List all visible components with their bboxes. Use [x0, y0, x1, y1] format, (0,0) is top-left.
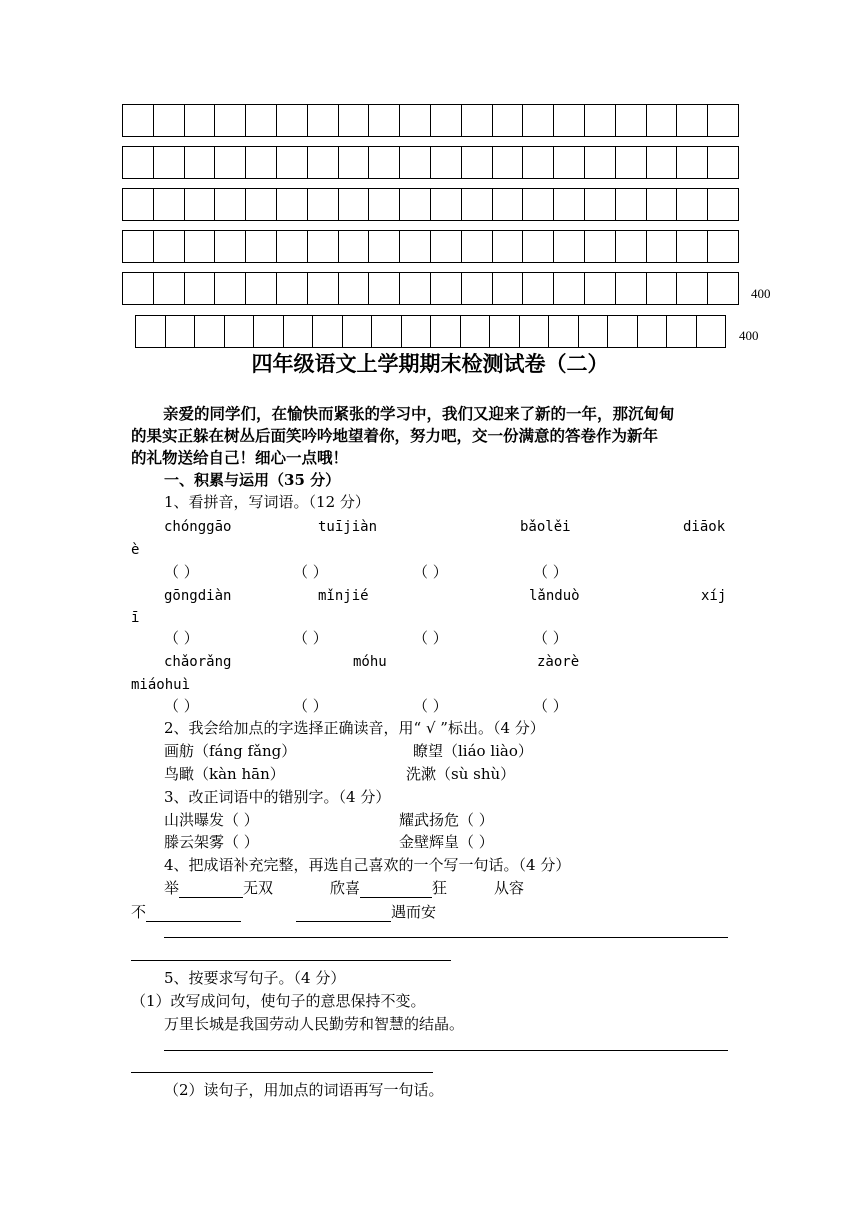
grid-cell[interactable] [493, 273, 524, 305]
grid-cell[interactable] [554, 105, 585, 137]
grid-cell[interactable] [123, 273, 154, 305]
pinyin: diāok [683, 519, 726, 535]
answer-line[interactable] [131, 960, 451, 961]
idiom-part: 无双 [243, 879, 274, 897]
reading-choice[interactable]: 洗漱（sù shù） [406, 765, 516, 783]
grid-cell[interactable] [215, 273, 246, 305]
grid-cell[interactable] [708, 147, 739, 179]
grid-cell[interactable] [523, 273, 554, 305]
idiom-part: 遇而安 [391, 903, 437, 921]
grid-cell[interactable] [277, 147, 308, 179]
grid-cell[interactable] [431, 231, 462, 263]
grid-cell[interactable] [647, 105, 678, 137]
answer-paren[interactable]: （ ） [413, 629, 448, 647]
grid-cell[interactable] [523, 147, 554, 179]
grid-cell[interactable] [215, 147, 246, 179]
grid-cell[interactable] [369, 105, 400, 137]
grid-cell[interactable] [579, 316, 609, 348]
pinyin: tuījiàn [318, 519, 378, 535]
question-title: 4、把成语补充完整，再选自己喜欢的一个写一句话。（4 分） [164, 856, 571, 874]
grid-cell[interactable] [123, 105, 154, 137]
grid-cell[interactable] [549, 316, 579, 348]
idiom-fill[interactable] [330, 878, 447, 898]
grid-cell[interactable] [608, 316, 638, 348]
grid-cell[interactable] [154, 105, 185, 137]
answer-line[interactable] [164, 937, 728, 938]
idiom-blank[interactable] [296, 905, 391, 922]
correction-item[interactable]: 滕云架雾（ ） [164, 833, 259, 851]
idiom-fill[interactable] [164, 878, 273, 898]
grid-cell[interactable] [277, 231, 308, 263]
grid-cell[interactable] [215, 231, 246, 263]
grid-cell[interactable] [493, 231, 524, 263]
answer-paren[interactable]: （ ） [293, 629, 328, 647]
answer-line[interactable] [131, 1072, 433, 1073]
grid-cell[interactable] [123, 147, 154, 179]
correction-item[interactable]: 耀武扬危（ ） [399, 811, 494, 829]
grid-cell[interactable] [308, 147, 339, 179]
idiom-part: 不 [131, 903, 147, 921]
grid-cell[interactable] [585, 189, 616, 221]
idiom-fill[interactable] [131, 902, 241, 922]
grid-cell[interactable] [154, 189, 185, 221]
grid-cell[interactable] [697, 316, 727, 348]
grid-cell[interactable] [225, 316, 255, 348]
question-title: 1、看拼音，写词语。（12 分） [164, 493, 370, 511]
pinyin: gōngdiàn [164, 588, 232, 604]
answer-paren[interactable]: （ ） [164, 629, 199, 647]
grid-cell[interactable] [185, 147, 216, 179]
grid-cell[interactable] [554, 147, 585, 179]
pinyin: chónggāo [164, 519, 232, 535]
page-title: 四年级语文上学期期末检测试卷（二） [251, 351, 609, 376]
answer-paren[interactable]: （ ） [293, 697, 328, 715]
grid-cell[interactable] [154, 273, 185, 305]
answer-paren[interactable]: （ ） [413, 697, 448, 715]
grid-cell[interactable] [708, 105, 739, 137]
grid-cell[interactable] [616, 105, 647, 137]
grid-cell[interactable] [400, 273, 431, 305]
idiom-part: 举 [164, 879, 180, 897]
grid-cell[interactable] [343, 316, 373, 348]
grid-cell[interactable] [523, 231, 554, 263]
idiom-part: 从容 [494, 879, 525, 897]
grid-cell[interactable] [195, 316, 225, 348]
grid-cell[interactable] [369, 189, 400, 221]
grid-cell[interactable] [154, 231, 185, 263]
grid-cell[interactable] [185, 189, 216, 221]
grid-cell[interactable] [284, 316, 314, 348]
grid-cell[interactable] [585, 273, 616, 305]
grid-cell[interactable] [277, 189, 308, 221]
grid-cell[interactable] [431, 189, 462, 221]
grid-cell[interactable] [369, 273, 400, 305]
idiom-blank[interactable] [360, 881, 432, 898]
grid-cell[interactable] [616, 147, 647, 179]
grid-cell[interactable] [339, 105, 370, 137]
grid-cell[interactable] [185, 105, 216, 137]
grid-cell[interactable] [461, 316, 491, 348]
reading-choice[interactable]: 瞭望（liáo liào） [413, 742, 533, 760]
grid-cell[interactable] [400, 231, 431, 263]
grid-cell[interactable] [462, 147, 493, 179]
grid-row [122, 230, 739, 263]
answer-paren[interactable]: （ ） [293, 563, 328, 581]
grid-row [122, 104, 739, 137]
grid-cell[interactable] [402, 316, 432, 348]
grid-cell[interactable] [708, 189, 739, 221]
answer-paren[interactable]: （ ） [164, 563, 199, 581]
answer-line[interactable] [164, 1050, 728, 1051]
grid-cell[interactable] [185, 273, 216, 305]
intro-line: 亲爱的同学们，在愉快而紧张的学习中，我们又迎来了新的一年，那沉甸甸 [163, 404, 675, 423]
grid-cell[interactable] [647, 273, 678, 305]
grid-cell[interactable] [246, 189, 277, 221]
grid-cell[interactable] [638, 316, 668, 348]
grid-cell[interactable] [554, 189, 585, 221]
grid-cell[interactable] [585, 147, 616, 179]
section-title: 一、积累与运用（35 分） [164, 471, 341, 489]
grid-cell[interactable] [647, 189, 678, 221]
grid-cell[interactable] [523, 105, 554, 137]
pinyin: lǎnduò [529, 588, 580, 604]
idiom-part: 欣喜 [330, 879, 361, 897]
sub-question: （1）改写成问句，使句子的意思保持不变。 [131, 992, 426, 1010]
grid-cell[interactable] [308, 105, 339, 137]
grid-cell[interactable] [369, 231, 400, 263]
grid-cell[interactable] [462, 189, 493, 221]
grid-cell[interactable] [308, 231, 339, 263]
grid-cell[interactable] [585, 231, 616, 263]
grid-cell[interactable] [400, 189, 431, 221]
grid-cell[interactable] [246, 147, 277, 179]
grid-row [135, 315, 726, 348]
grid-cell[interactable] [246, 105, 277, 137]
grid-cell[interactable] [372, 316, 402, 348]
intro-line: 的果实正躲在树丛后面笑吟吟地望着你，努力吧，交一份满意的答卷作为新年 [131, 426, 659, 445]
idiom-blank[interactable] [146, 905, 241, 922]
grid-cell[interactable] [647, 147, 678, 179]
grid-cell[interactable] [708, 231, 739, 263]
grid-row [122, 272, 739, 305]
idiom-fill[interactable] [296, 902, 436, 922]
pinyin: chǎorǎng [164, 654, 232, 670]
grid-cell[interactable] [520, 316, 550, 348]
grid-cell[interactable] [616, 189, 647, 221]
grid-cell[interactable] [308, 273, 339, 305]
grid-cell[interactable] [339, 147, 370, 179]
grid-cell[interactable] [490, 316, 520, 348]
pinyin: zàorè [537, 654, 580, 670]
pinyin: ī [131, 610, 140, 626]
grid-cell[interactable] [493, 147, 524, 179]
pinyin: miáohuì [131, 677, 191, 693]
word-count-label: 400 [739, 328, 759, 343]
answer-paren[interactable]: （ ） [533, 563, 568, 581]
pinyin: è [131, 542, 140, 558]
sub-question: （2）读句子，用加点的词语再写一句话。 [164, 1081, 444, 1099]
grid-cell[interactable] [523, 189, 554, 221]
answer-paren[interactable]: （ ） [413, 563, 448, 581]
question-title: 3、改正词语中的错别字。（4 分） [164, 788, 391, 806]
answer-paren[interactable]: （ ） [533, 629, 568, 647]
grid-cell[interactable] [313, 316, 343, 348]
sentence: 万里长城是我国劳动人民勤劳和智慧的结晶。 [164, 1015, 465, 1033]
grid-cell[interactable] [493, 105, 524, 137]
grid-cell[interactable] [400, 147, 431, 179]
grid-cell[interactable] [185, 231, 216, 263]
grid-cell[interactable] [554, 231, 585, 263]
grid-cell[interactable] [616, 273, 647, 305]
correction-item[interactable]: 金壁辉皇（ ） [399, 833, 494, 851]
grid-cell[interactable] [462, 273, 493, 305]
reading-choice[interactable]: 鸟瞰（kàn hān） [164, 765, 285, 783]
grid-cell[interactable] [677, 273, 708, 305]
grid-cell[interactable] [431, 316, 461, 348]
grid-cell[interactable] [677, 231, 708, 263]
grid-cell[interactable] [277, 105, 308, 137]
question-title: 5、按要求写句子。（4 分） [164, 969, 346, 987]
grid-cell[interactable] [339, 273, 370, 305]
grid-cell[interactable] [215, 189, 246, 221]
grid-cell[interactable] [136, 316, 166, 348]
grid-cell[interactable] [677, 105, 708, 137]
grid-cell[interactable] [123, 189, 154, 221]
pinyin: móhu [353, 654, 387, 670]
grid-cell[interactable] [677, 189, 708, 221]
word-count-label: 400 [751, 286, 771, 301]
grid-cell[interactable] [246, 231, 277, 263]
grid-cell[interactable] [708, 273, 739, 305]
answer-paren[interactable]: （ ） [533, 697, 568, 715]
grid-cell[interactable] [585, 105, 616, 137]
grid-cell[interactable] [677, 147, 708, 179]
grid-cell[interactable] [493, 189, 524, 221]
grid-row [122, 188, 739, 221]
grid-cell[interactable] [616, 231, 647, 263]
idiom-part: 狂 [432, 879, 448, 897]
grid-cell[interactable] [246, 273, 277, 305]
grid-cell[interactable] [431, 105, 462, 137]
grid-cell[interactable] [308, 189, 339, 221]
grid-cell[interactable] [154, 147, 185, 179]
intro-line: 的礼物送给自己！细心一点哦！ [131, 448, 349, 467]
grid-cell[interactable] [369, 147, 400, 179]
grid-cell[interactable] [431, 273, 462, 305]
pinyin: xíj [701, 588, 727, 604]
grid-cell[interactable] [462, 231, 493, 263]
pinyin: bǎolěi [520, 519, 571, 535]
answer-paren[interactable]: （ ） [164, 697, 199, 715]
grid-cell[interactable] [339, 189, 370, 221]
grid-cell[interactable] [215, 105, 246, 137]
grid-cell[interactable] [647, 231, 678, 263]
grid-cell[interactable] [339, 231, 370, 263]
grid-cell[interactable] [667, 316, 697, 348]
grid-cell[interactable] [277, 273, 308, 305]
question-title: 2、我会给加点的字选择正确读音，用“ √ ”标出。（4 分） [164, 719, 545, 737]
reading-choice[interactable]: 画舫（fáng fǎng） [164, 742, 297, 760]
grid-cell[interactable] [254, 316, 284, 348]
grid-cell[interactable] [462, 105, 493, 137]
grid-cell[interactable] [166, 316, 196, 348]
grid-cell[interactable] [400, 105, 431, 137]
grid-row [122, 146, 739, 179]
grid-cell[interactable] [554, 273, 585, 305]
pinyin: mǐnjié [318, 588, 369, 604]
grid-cell[interactable] [431, 147, 462, 179]
idiom-blank[interactable] [179, 881, 243, 898]
correction-item[interactable]: 山洪曝发（ ） [164, 811, 259, 829]
grid-cell[interactable] [123, 231, 154, 263]
